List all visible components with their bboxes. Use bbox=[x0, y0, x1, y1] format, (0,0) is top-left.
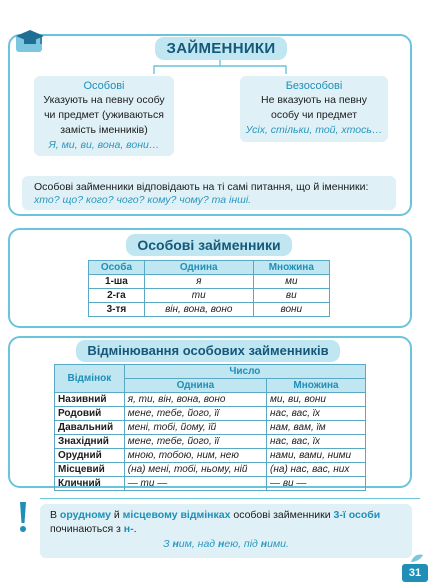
table-header-row bbox=[55, 365, 366, 379]
header-number: Число bbox=[124, 365, 365, 379]
header-plural: Множина bbox=[253, 261, 329, 275]
impersonal-text-1: Не вказують на певну bbox=[261, 94, 367, 106]
table-row: Знахідний мене, тебе, його, її нас, вас, їх bbox=[55, 435, 366, 449]
personal-text-3: замість іменників) bbox=[60, 124, 148, 136]
personal-text-2: чи предмет (уживаються bbox=[44, 109, 164, 121]
impersonal-title: Безособові bbox=[285, 80, 343, 92]
header-plural: Множина bbox=[267, 379, 366, 393]
header-person: Особа bbox=[89, 261, 145, 275]
questions-text: Особові займенники відповідають на ті самі питання, що й іменники: bbox=[34, 181, 369, 193]
branch-connector bbox=[140, 58, 300, 78]
personal-examples: Я, ми, ви, вона, вони… bbox=[48, 139, 160, 151]
table-row: 2-га ти ви bbox=[89, 289, 330, 303]
table-header-row bbox=[89, 261, 330, 275]
impersonal-definition-box bbox=[240, 76, 388, 142]
page-number: 31 bbox=[402, 564, 428, 582]
table-row: Називний я, ти, він, вона, воно ми, ви, вони bbox=[55, 393, 366, 407]
personal-definition-box bbox=[34, 76, 174, 156]
impersonal-examples: Усіх, стільки, той, хтось… bbox=[245, 124, 383, 136]
table-row: 3-тя він, вона, воно вони bbox=[89, 303, 330, 317]
personal-text-1: Указують на певну особу bbox=[43, 94, 165, 106]
table-row: 1-ша я ми bbox=[89, 275, 330, 289]
exclamation-icon bbox=[16, 500, 30, 534]
personal-table-title: Особові займенники bbox=[126, 234, 292, 256]
header-singular: Однина bbox=[124, 379, 266, 393]
table-row: Давальний мені, тобі, йому, їй нам, вам, їм bbox=[55, 421, 366, 435]
questions-box bbox=[22, 176, 396, 210]
declension-table-title: Відмінювання особових займенників bbox=[76, 340, 340, 362]
table-row: Місцевий (на) мені, тобі, ньому, ній (на) нас, вас, них bbox=[55, 463, 366, 477]
table-row: Кличний — ти — — ви — bbox=[55, 477, 366, 491]
page-title: ЗАЙМЕННИКИ bbox=[155, 37, 287, 60]
declension-table bbox=[54, 364, 366, 491]
note-examples: З ним, над нею, під ними. bbox=[163, 538, 289, 550]
questions-examples: хто? що? кого? чого? кому? чому? та інші. bbox=[34, 194, 252, 206]
personal-title: Особові bbox=[83, 80, 125, 92]
header-singular: Однина bbox=[144, 261, 253, 275]
personal-pronouns-table bbox=[88, 260, 330, 317]
divider-line bbox=[40, 498, 420, 499]
table-row: Орудний мною, тобою, ним, нею нами, вами, ними bbox=[55, 449, 366, 463]
header-case: Відмінок bbox=[55, 365, 125, 393]
table-row: Родовий мене, тебе, його, її нас, вас, їх bbox=[55, 407, 366, 421]
note-text: В орудному й місцевому відмінках особові займенники 3-ї особи починаються з н-. bbox=[50, 509, 381, 535]
leaf-icon bbox=[410, 553, 424, 563]
impersonal-text-2: особу чи предмет bbox=[270, 109, 358, 121]
graduation-cap-icon bbox=[14, 28, 46, 54]
